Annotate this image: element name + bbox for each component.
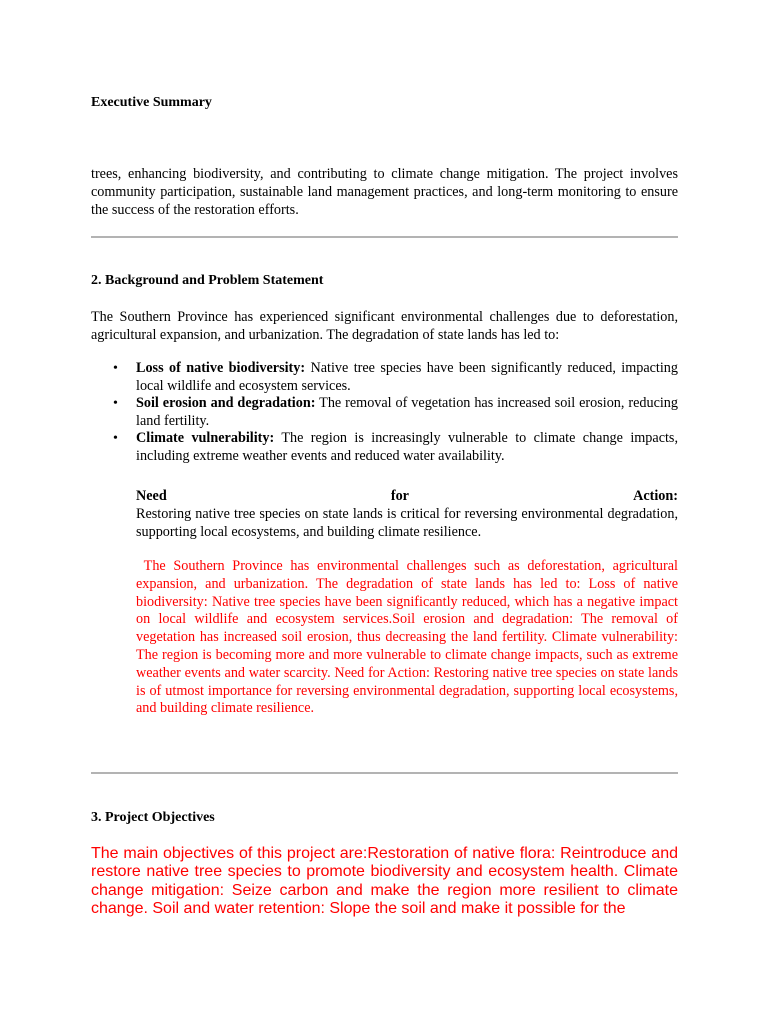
bullet-icon: • [113, 431, 118, 446]
need-word: Need [136, 488, 167, 504]
background-heading: 2. Background and Problem Statement [91, 273, 324, 288]
list-item-title: Loss of native biodiversity: [136, 360, 306, 376]
section-divider [91, 772, 678, 774]
background-intro: The Southern Province has experienced significant environmental challenges due to deforestation, agricultural expansion, and urbanization. The degradation of state lands has led to: [91, 309, 678, 343]
objectives-heading: 3. Project Objectives [91, 810, 215, 825]
problem-list [91, 360, 678, 465]
executive-summary-text: trees, enhancing biodiversity, and contributing to climate change mitigation. The project involves community participation, sustainable land management practices, and long-term monitoring to ensure the success of the restoration efforts. [91, 166, 678, 218]
action-word: Action: [633, 488, 678, 504]
rewritten-background-content: The Southern Province has environmental challenges such as deforestation, agricultural expansion, and urbanization. The degradation of state lands has led to: Loss of native biodiversity: Native tree species have been significantly reduced, which has a negative impact on local wildlife and ecosystem services.Soil erosion and degradation: The removal of vegetation has increased soil erosion, thus decreasing the land fertility. Climate vulnerability: The region is becoming more and more vulnerable to climate change impacts, such as extreme weather events and water scarcity. Need for Action: Restoring native tree species on state lands is of utmost importance for reversing environmental degradation, supporting local ecosystems, and building climate resilience. [136, 558, 678, 717]
bullet-icon: • [113, 396, 118, 411]
list-item-title: Climate vulnerability: [136, 430, 275, 446]
bullet-icon: • [113, 361, 118, 376]
for-word: for [390, 488, 409, 504]
list-item-text: The removal of vegetation has increased soil erosion, reducing land fertility. [136, 395, 678, 429]
list-item-title: Soil erosion and degradation: [136, 395, 316, 411]
executive-summary-heading: Executive Summary [91, 95, 212, 110]
need-for-action-heading [136, 487, 678, 505]
rewritten-background-text [136, 558, 678, 718]
need-for-action-text: Restoring native tree species on state lands is critical for reversing environmental degradation, supporting local ecosystems, and building climate resilience. [136, 506, 678, 540]
list-item [91, 360, 678, 395]
objectives-text: The main objectives of this project are:Restoration of native flora: Reintroduce and restore native tree species to promote biodiversity and ecosystem health. Climate change mitigation: Seize carbon and make the region more resilient to climate change. Soil and water retention: Slope the soil and make it possible for the [91, 845, 678, 917]
list-item-text: Native tree species have been significantly reduced, impacting local wildlife and ecosystem services. [136, 360, 678, 394]
need-for-action-block [136, 487, 678, 541]
list-item-text: The region is increasingly vulnerable to climate change impacts, including extreme weather events and reduced water availability. [136, 430, 679, 464]
list-item [91, 395, 678, 430]
section-divider [91, 236, 678, 238]
list-item [91, 430, 678, 465]
